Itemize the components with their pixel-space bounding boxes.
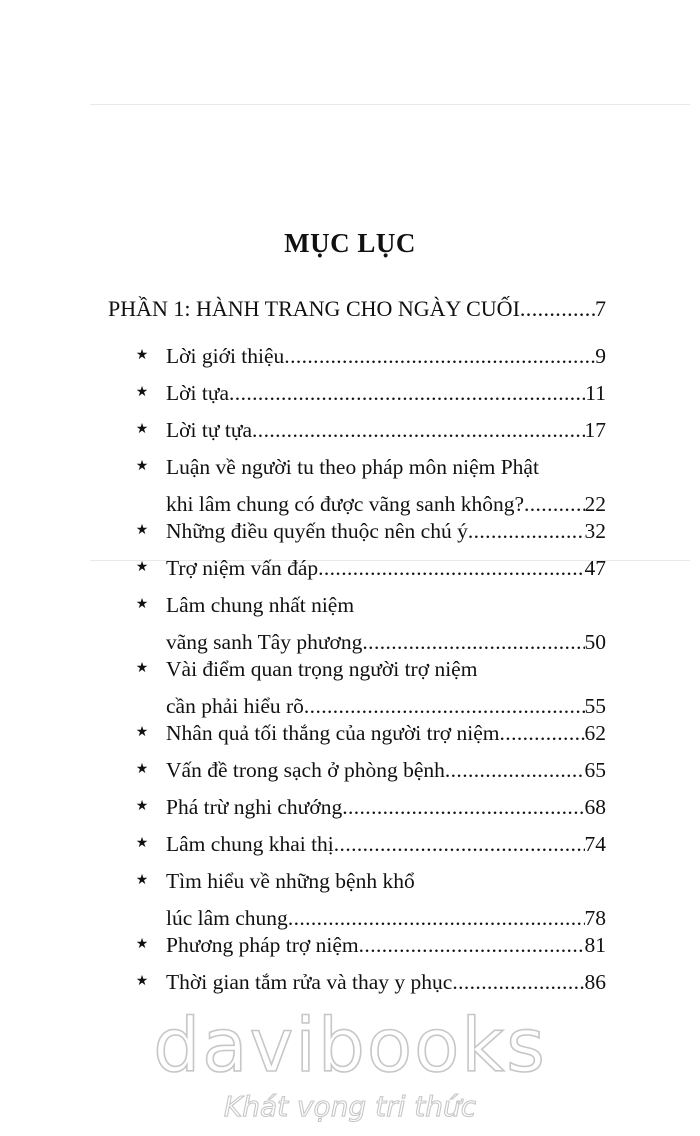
dot-leader: [318, 551, 584, 585]
toc-entry: [132, 588, 606, 662]
page-title: MỤC LỤC: [284, 228, 416, 258]
toc-page-number: 11: [585, 381, 606, 405]
dot-leader: [284, 339, 595, 373]
toc-entry-title: Thời gian tắm rửa và thay y phục: [166, 970, 453, 994]
toc-entry-title: Lâm chung khai thị: [166, 832, 334, 856]
toc-entry: [132, 413, 606, 450]
watermark-brand: davibooks: [153, 1003, 547, 1089]
star-bullet-icon: ★: [135, 348, 149, 363]
toc-page-number: 81: [584, 933, 606, 957]
part-page-number: 7: [595, 296, 606, 321]
toc-page-number: 47: [584, 556, 606, 580]
star-bullet-icon: ★: [135, 385, 149, 400]
toc-entry: [132, 716, 606, 753]
toc-page-number: 55: [584, 694, 606, 718]
toc-entry-title: khi lâm chung có được vãng sanh không?: [166, 492, 524, 516]
toc-entry-title: Phương pháp trợ niệm: [166, 933, 359, 957]
toc-page-number: 62: [584, 721, 606, 745]
toc-page-number: 74: [584, 832, 606, 856]
toc-entry-title: Những điều quyến thuộc nên chú ý: [166, 519, 468, 543]
star-bullet-icon: ★: [135, 597, 149, 612]
star-bullet-icon: ★: [135, 762, 149, 777]
dot-leader: [334, 827, 585, 861]
part-heading: [108, 296, 606, 322]
star-bullet-icon: ★: [135, 523, 149, 538]
toc-page-number: 9: [595, 344, 606, 368]
toc-entry-title: Lời giới thiệu: [166, 344, 285, 368]
toc-entry: [132, 790, 606, 827]
toc-entry-title: Lời tựa: [166, 381, 230, 405]
toc-entry: [132, 928, 606, 965]
toc-page-number: 50: [584, 630, 606, 654]
toc-entry-title: Vấn đề trong sạch ở phòng bệnh: [166, 758, 445, 782]
dot-leader: [452, 965, 584, 999]
dot-leader: [500, 716, 585, 750]
toc-entry: [132, 450, 606, 524]
star-bullet-icon: ★: [135, 459, 149, 474]
dot-leader: [229, 376, 585, 410]
toc-page-number: 65: [584, 758, 606, 782]
toc-entry-title: Lâm chung nhất niệm: [166, 593, 355, 617]
toc-entry: [132, 827, 606, 864]
toc-entry-title: Trợ niệm vấn đáp: [166, 556, 319, 580]
toc-entry: [132, 339, 606, 376]
dot-leader: [520, 296, 595, 322]
toc-entry: [132, 551, 606, 588]
star-bullet-icon: ★: [135, 836, 149, 851]
toc-entry-title: Lời tự tựa: [166, 418, 253, 442]
dot-leader: [252, 413, 584, 447]
toc-entry-title: Luận về người tu theo pháp môn niệm Phật: [166, 455, 539, 479]
toc-entry: [132, 514, 606, 551]
toc-page-number: 86: [584, 970, 606, 994]
dot-leader: [342, 790, 584, 824]
toc-entry-title: Nhân quả tối thắng của người trợ niệm: [166, 721, 500, 745]
toc-entry: [132, 965, 606, 1002]
toc-entry: [132, 864, 606, 938]
watermark-tagline: Khát vọng tri thức: [223, 1090, 477, 1123]
dot-leader: [468, 514, 585, 548]
dot-leader: [359, 928, 585, 962]
bleed-through-rule: [90, 104, 690, 105]
toc-page-number: 68: [584, 795, 606, 819]
star-bullet-icon: ★: [135, 661, 149, 676]
toc-entry-title: vãng sanh Tây phương: [166, 630, 363, 654]
part-label: PHẦN 1: HÀNH TRANG CHO NGÀY CUỐI: [108, 296, 520, 321]
star-bullet-icon: ★: [135, 560, 149, 575]
toc-page-number: 32: [584, 519, 606, 543]
star-bullet-icon: ★: [135, 422, 149, 437]
star-bullet-icon: ★: [135, 725, 149, 740]
toc-entry-title: Vài điểm quan trọng người trợ niệm: [166, 657, 478, 681]
dot-leader: [445, 753, 585, 787]
star-bullet-icon: ★: [135, 974, 149, 989]
toc-entry: [132, 376, 606, 413]
toc-page-number: 22: [584, 492, 606, 516]
toc-entry: [132, 652, 606, 726]
toc-page-number: 78: [584, 906, 606, 930]
star-bullet-icon: ★: [135, 937, 149, 952]
toc-entry-title: Tìm hiểu về những bệnh khổ: [166, 869, 415, 893]
star-bullet-icon: ★: [135, 873, 149, 888]
toc-entry-title: lúc lâm chung: [166, 906, 288, 930]
toc-page-number: 17: [584, 418, 606, 442]
toc-entry-title: cần phải hiểu rõ: [166, 694, 304, 718]
toc-entry-title: Phá trừ nghi chướng: [166, 795, 343, 819]
toc-entry: [132, 753, 606, 790]
star-bullet-icon: ★: [135, 799, 149, 814]
